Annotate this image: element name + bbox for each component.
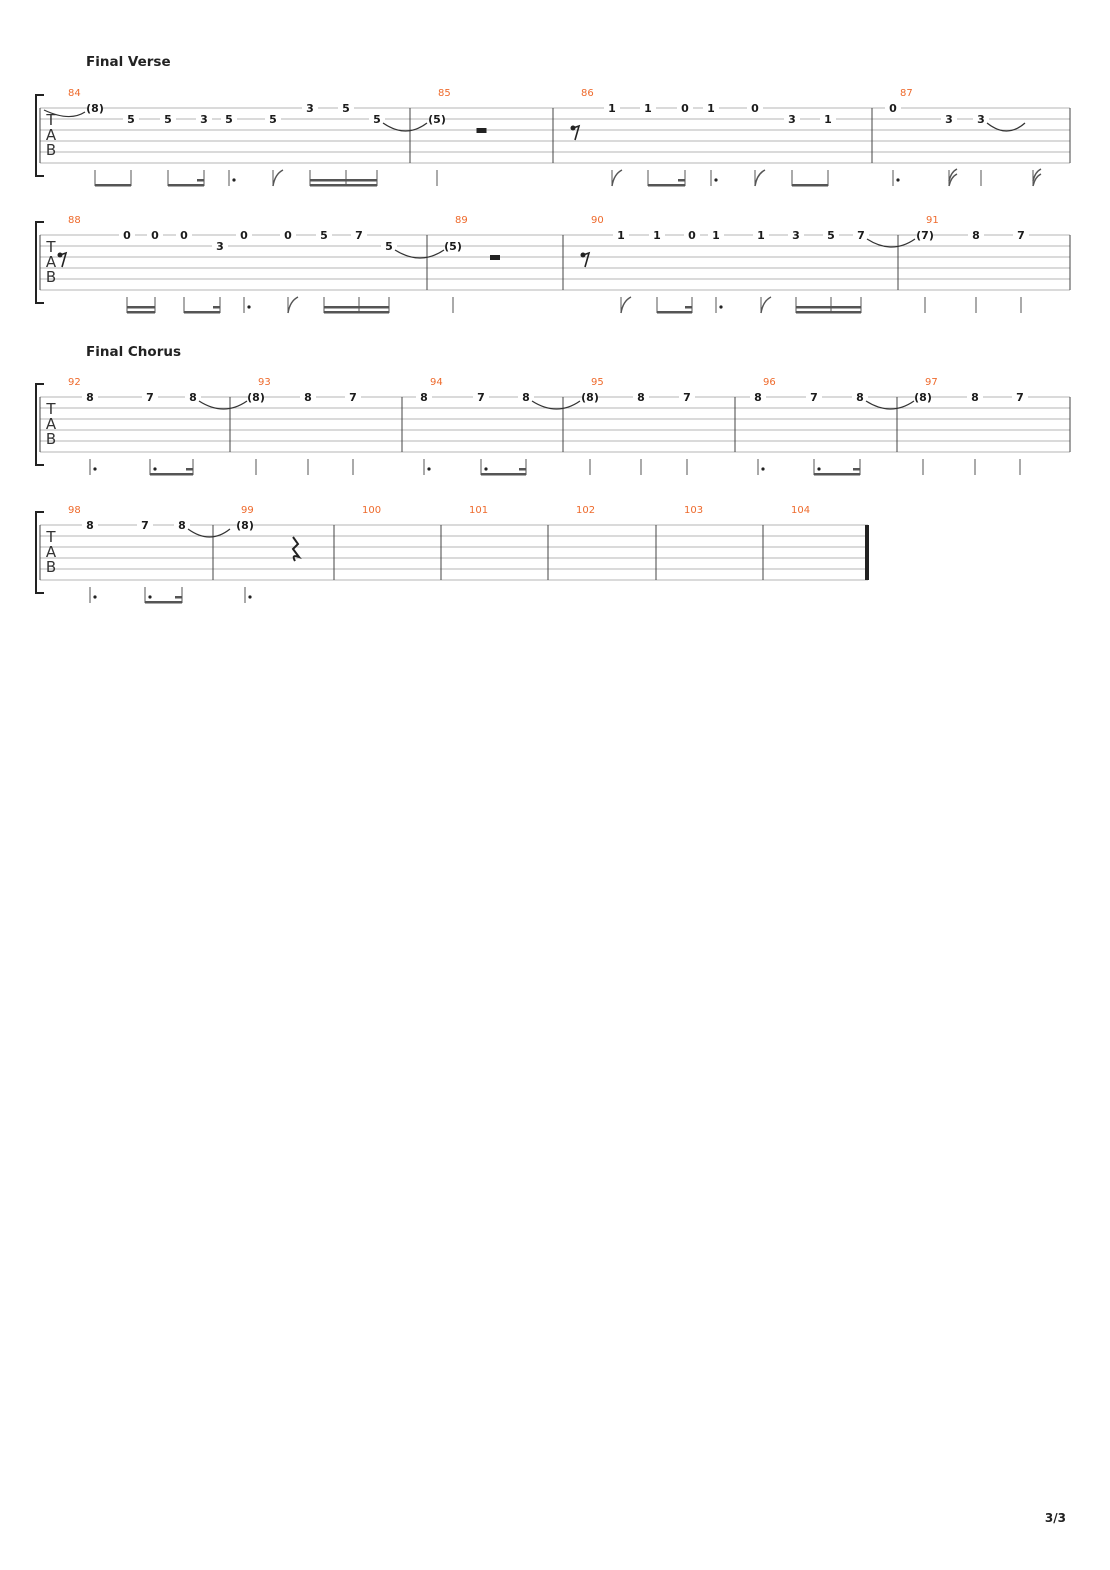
fret-number: 7 (349, 391, 357, 404)
fret-number: 0 (751, 102, 759, 115)
measure-number: 92 (68, 377, 81, 388)
fret-number: 5 (342, 102, 350, 115)
rhythm-dot (248, 595, 251, 598)
eighth-rest (60, 253, 66, 267)
beam (792, 184, 828, 187)
measure-number: 102 (576, 505, 596, 516)
tab-system (36, 505, 869, 604)
page-number: 3/3 (1044, 1511, 1066, 1525)
tab-clef-letter: A (45, 543, 57, 561)
fret-number: 8 (86, 391, 94, 404)
tab-clef-letter: A (45, 126, 57, 144)
rhythm-dot (761, 467, 764, 470)
section-label-final-chorus: Final Chorus (86, 344, 181, 360)
eighth-flag (273, 170, 283, 186)
fret-number: 5 (164, 113, 172, 126)
rhythm-dot (93, 467, 96, 470)
fret-number: 1 (707, 102, 715, 115)
beam (685, 306, 692, 309)
fret-number: 1 (617, 229, 625, 242)
half-rest (490, 255, 500, 260)
beam (184, 311, 220, 314)
measure-number: 88 (68, 215, 81, 226)
beam (150, 473, 193, 476)
fret-number: (5) (428, 113, 446, 126)
measure-number: 95 (591, 377, 604, 388)
beam (197, 179, 204, 182)
rhythm-dot (484, 467, 487, 470)
fret-number: (8) (236, 519, 254, 532)
fret-number: 1 (712, 229, 720, 242)
fret-number: 1 (608, 102, 616, 115)
final-barline (865, 525, 869, 580)
section-label-final-verse: Final Verse (86, 54, 171, 70)
beam (145, 601, 182, 604)
beam (310, 179, 377, 182)
beam (127, 311, 155, 314)
beam (481, 473, 526, 476)
fret-number: 1 (824, 113, 832, 126)
rhythm-dot (714, 178, 717, 181)
fret-number: 7 (141, 519, 149, 532)
beam (213, 306, 220, 309)
eighth-flag (755, 170, 765, 186)
fret-number: 0 (180, 229, 188, 242)
beam (796, 311, 861, 314)
quarter-rest (293, 537, 299, 561)
fret-number: 5 (385, 240, 393, 253)
tab-clef-letter: T (46, 238, 56, 256)
tab-clef-letter: B (45, 268, 57, 286)
measure-number: 86 (581, 88, 594, 99)
half-rest (477, 128, 487, 133)
fret-number: 8 (856, 391, 864, 404)
fret-number: 5 (320, 229, 328, 242)
fret-number: 0 (123, 229, 131, 242)
fret-number: 7 (1016, 391, 1024, 404)
beam (186, 468, 193, 471)
tab-clef-letter: T (46, 400, 56, 418)
fret-number: 7 (477, 391, 485, 404)
rhythm-dot (427, 467, 430, 470)
fret-number: 8 (420, 391, 428, 404)
beam (519, 468, 526, 471)
fret-number: 7 (355, 229, 363, 242)
fret-number: 8 (189, 391, 197, 404)
fret-number: 8 (971, 391, 979, 404)
fret-number: (5) (444, 240, 462, 253)
measure-number: 104 (791, 505, 811, 516)
eighth-flag (621, 297, 631, 313)
fret-number: 5 (269, 113, 277, 126)
rhythm-dot (153, 467, 156, 470)
fret-number: 7 (857, 229, 865, 242)
tab-clef-letter: B (45, 141, 57, 159)
eighth-flag (612, 170, 622, 186)
fret-number: 8 (86, 519, 94, 532)
rhythm-dot (93, 595, 96, 598)
tab-system (36, 215, 1070, 314)
rhythm-dot (817, 467, 820, 470)
measure-number: 87 (900, 88, 913, 99)
eighth-flag (288, 297, 298, 313)
beam (324, 311, 389, 314)
fret-number: 0 (284, 229, 292, 242)
measure-number: 85 (438, 88, 451, 99)
beam (814, 473, 860, 476)
fret-number: (8) (86, 102, 104, 115)
measure-number: 89 (455, 215, 468, 226)
fret-number: 1 (644, 102, 652, 115)
eighth-rest (583, 253, 589, 267)
measure-number: 101 (469, 505, 489, 516)
beam (678, 179, 685, 182)
rhythm-dot (896, 178, 899, 181)
fret-number: 3 (216, 240, 224, 253)
fret-number: 7 (1017, 229, 1025, 242)
tab-clef-letter: B (45, 430, 57, 448)
measure-number: 97 (925, 377, 938, 388)
fret-number: 1 (653, 229, 661, 242)
beam (648, 184, 685, 187)
beam (95, 184, 131, 187)
measure-number: 98 (68, 505, 81, 516)
tab-clef-letter: T (46, 111, 56, 129)
fret-number: 3 (977, 113, 985, 126)
fret-number: 7 (146, 391, 154, 404)
fret-number: 7 (810, 391, 818, 404)
measure-number: 84 (68, 88, 81, 99)
fret-number: 3 (788, 113, 796, 126)
tab-clef-letter: A (45, 253, 57, 271)
eighth-flag (761, 297, 771, 313)
fret-number: (8) (581, 391, 599, 404)
fret-number: 8 (754, 391, 762, 404)
fret-number: (8) (247, 391, 265, 404)
beam (853, 468, 860, 471)
measure-number: 94 (430, 377, 443, 388)
measure-number: 91 (926, 215, 939, 226)
fret-number: 0 (688, 229, 696, 242)
eighth-rest (573, 126, 579, 140)
fret-number: 0 (151, 229, 159, 242)
beam (127, 306, 155, 309)
fret-number: (8) (914, 391, 932, 404)
beam (324, 306, 389, 309)
fret-number: 5 (373, 113, 381, 126)
fret-number: 5 (127, 113, 135, 126)
measure-number: 99 (241, 505, 254, 516)
fret-number: 8 (178, 519, 186, 532)
measure-number: 103 (684, 505, 704, 516)
fret-number: 3 (945, 113, 953, 126)
beam (168, 184, 204, 187)
tab-clef-letter: A (45, 415, 57, 433)
fret-number: 7 (683, 391, 691, 404)
fret-number: 8 (637, 391, 645, 404)
rhythm-dot (719, 305, 722, 308)
fret-number: 3 (306, 102, 314, 115)
fret-number: (7) (916, 229, 934, 242)
measure-number: 90 (591, 215, 604, 226)
measure-number: 100 (362, 505, 382, 516)
fret-number: 8 (304, 391, 312, 404)
fret-number: 3 (200, 113, 208, 126)
fret-number: 5 (225, 113, 233, 126)
beam (657, 311, 692, 314)
fret-number: 0 (681, 102, 689, 115)
tab-system (36, 88, 1070, 187)
fret-number: 5 (827, 229, 835, 242)
rhythm-dot (148, 595, 151, 598)
rhythm-dot (232, 178, 235, 181)
fret-number: 1 (757, 229, 765, 242)
measure-number: 93 (258, 377, 271, 388)
measure-number: 96 (763, 377, 776, 388)
beam (175, 596, 182, 599)
fret-number: 0 (240, 229, 248, 242)
beam (796, 306, 861, 309)
fret-number: 8 (972, 229, 980, 242)
fret-number: 3 (792, 229, 800, 242)
fret-number: 0 (889, 102, 897, 115)
tab-clef-letter: B (45, 558, 57, 576)
fret-number: 8 (522, 391, 530, 404)
tab-clef-letter: T (46, 528, 56, 546)
tab-system (36, 377, 1070, 476)
rhythm-dot (247, 305, 250, 308)
beam (310, 184, 377, 187)
